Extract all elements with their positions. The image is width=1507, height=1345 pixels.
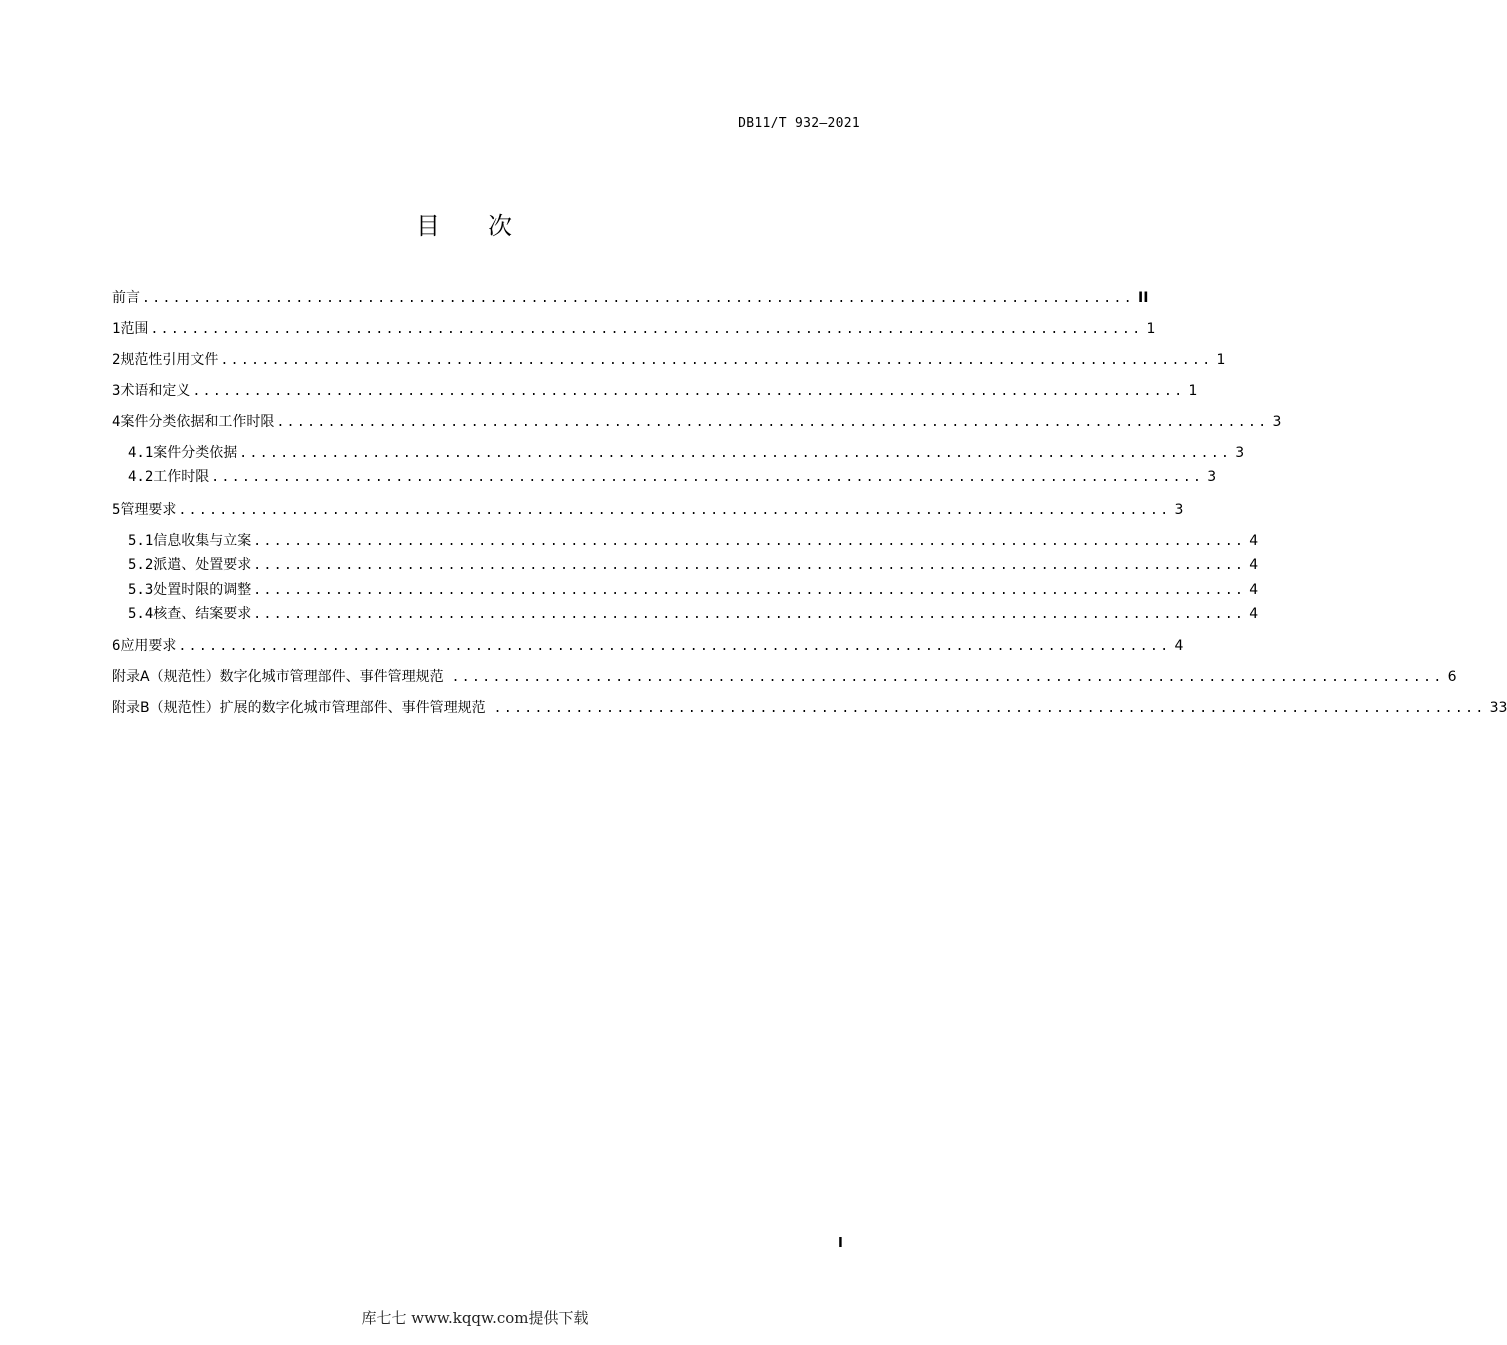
toc-entry-label: 应用要求 (120, 638, 177, 654)
toc-entry-label: 管理要求 (120, 502, 177, 518)
dot-leader: ................................................................................................. (451, 670, 1444, 685)
toc-entry-5-2[interactable] (128, 554, 1259, 576)
toc-entry-page: 4 (1174, 638, 1184, 654)
dot-leader: ................................................................................................. (142, 291, 1134, 306)
toc-entry-label: 案件分类依据 (153, 445, 238, 461)
toc-entry-label: 派遣、处置要求 (153, 557, 252, 573)
dot-leader: ................................................................................................. (150, 322, 1143, 337)
toc-entry-number: 1 (112, 321, 121, 337)
dot-leader: ................................................................................................. (493, 701, 1486, 716)
toc-entry-page: 4 (1249, 606, 1259, 622)
toc-entry-4[interactable] (112, 411, 1282, 433)
toc-entry-number: 附录A（规范性） (112, 669, 220, 685)
toc-entry-page: 3 (1174, 502, 1184, 518)
toc-entry-page: II (1138, 290, 1149, 306)
toc-entry-page: 1 (1216, 352, 1226, 368)
dot-leader: ................................................................................................. (276, 415, 1269, 430)
toc-entry-2[interactable] (112, 349, 1226, 371)
toc-entry-5-3[interactable] (128, 579, 1259, 601)
page-title: 目次 (416, 212, 560, 240)
document-code: DB11/T 932—2021 (738, 116, 860, 131)
download-footer: 库七七 www.kqqw.com提供下载 (361, 1309, 589, 1327)
toc-entry-page: 3 (1235, 445, 1245, 461)
toc-entry-label: 术语和定义 (120, 383, 191, 399)
toc-entry-number: 4.2 (128, 469, 154, 485)
toc-entry-page: 3 (1207, 469, 1217, 485)
toc-entry-page: 3 (1272, 414, 1282, 430)
toc-entry-number: 6 (112, 638, 121, 654)
toc-entry-label: 范围 (120, 321, 149, 337)
toc-entry-5[interactable] (112, 499, 1184, 521)
dot-leader: ................................................................................................. (253, 558, 1246, 573)
toc-entry-page: 1 (1146, 321, 1156, 337)
toc-entry-label: 工作时限 (153, 469, 210, 485)
toc-entry-appendix-b[interactable] (112, 697, 1507, 719)
toc-entry-page: 6 (1447, 669, 1457, 685)
toc-entry-page: 4 (1249, 582, 1259, 598)
dot-leader: ................................................................................................. (178, 639, 1171, 654)
toc-entry-1[interactable] (112, 318, 1156, 340)
toc-entry-number: 5.2 (128, 557, 154, 573)
toc-entry-5-1[interactable] (128, 530, 1259, 552)
toc-entry-label: 数字化城市管理部件、事件管理规范 (219, 669, 444, 685)
toc-entry-label: 案件分类依据和工作时限 (120, 414, 275, 430)
toc-entry-number: 5 (112, 502, 121, 518)
toc-entry-number: 4 (112, 414, 121, 430)
dot-leader: ................................................................................................. (192, 384, 1185, 399)
dot-leader: ................................................................................................. (220, 353, 1213, 368)
toc-entry-6[interactable] (112, 635, 1184, 657)
dot-leader: ................................................................................................. (253, 607, 1246, 622)
toc-entry-3[interactable] (112, 380, 1198, 402)
toc-entry-page: 33 (1489, 700, 1507, 716)
toc-entry-number: 3 (112, 383, 121, 399)
toc-entry-number: 附录B（规范性） (112, 700, 220, 716)
toc-entry-appendix-a[interactable] (112, 666, 1457, 688)
toc-entry-number: 5.4 (128, 606, 154, 622)
toc-entry-label: 规范性引用文件 (120, 352, 219, 368)
dot-leader: ................................................................................................. (211, 470, 1204, 485)
toc-entry-label: 核查、结案要求 (153, 606, 252, 622)
page-number: I (838, 1236, 843, 1251)
toc-entry-number: 2 (112, 352, 121, 368)
dot-leader: ................................................................................................. (253, 534, 1246, 549)
toc-entry-page: 1 (1188, 383, 1198, 399)
toc-entry-number: 4.1 (128, 445, 154, 461)
toc-entry-label: 处置时限的调整 (153, 582, 252, 598)
toc-entry-4-1[interactable] (128, 442, 1245, 464)
toc-entry-page: 4 (1249, 557, 1259, 573)
toc-entry-label: 扩展的数字化城市管理部件、事件管理规范 (219, 700, 486, 716)
toc-entry-4-2[interactable] (128, 466, 1217, 488)
dot-leader: ................................................................................................. (253, 583, 1246, 598)
toc-entry-number: 5.3 (128, 582, 154, 598)
toc-entry-5-4[interactable] (128, 603, 1259, 625)
toc-entry-label: 前言 (112, 290, 140, 306)
toc-entry-number: 5.1 (128, 533, 154, 549)
toc-entry-label: 信息收集与立案 (153, 533, 252, 549)
dot-leader: ................................................................................................. (178, 503, 1171, 518)
toc-entry-foreword[interactable] (112, 287, 1149, 309)
dot-leader: ................................................................................................. (239, 446, 1232, 461)
toc-entry-page: 4 (1249, 533, 1259, 549)
